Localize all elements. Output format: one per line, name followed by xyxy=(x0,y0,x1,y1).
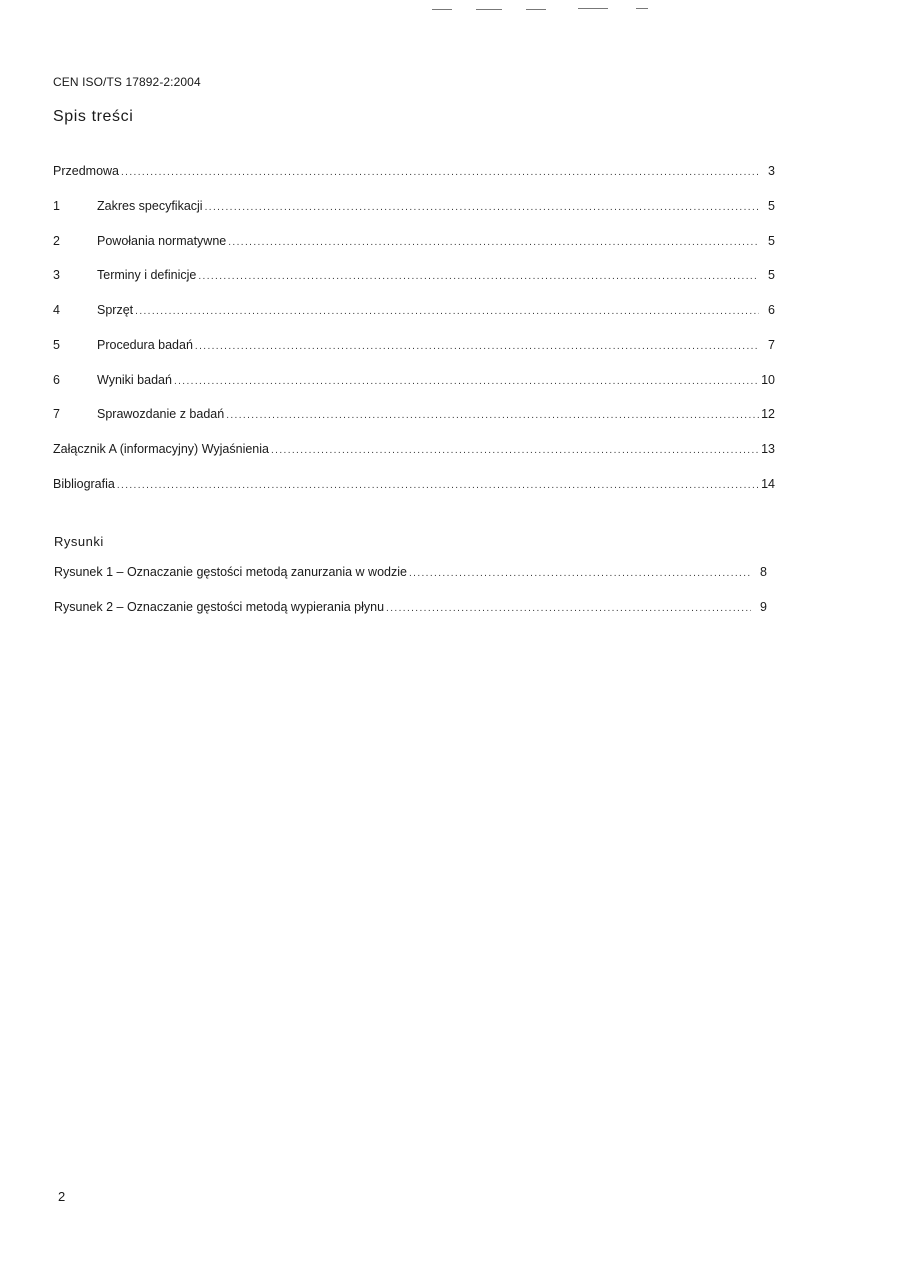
toc-entry-number: 2 xyxy=(53,233,60,248)
toc-entry-number: 3 xyxy=(53,268,60,283)
annex-title: Wyjaśnienia xyxy=(201,442,269,456)
toc-entry-annex-a[interactable] xyxy=(53,442,775,477)
scan-artifact xyxy=(526,9,546,10)
toc-entry-number: 6 xyxy=(53,372,60,387)
document-code: CEN ISO/TS 17892-2:2004 xyxy=(53,75,201,89)
leader-dots xyxy=(271,445,759,456)
toc-entry-2[interactable] xyxy=(53,234,775,269)
figure-entry-1[interactable] xyxy=(54,565,767,600)
toc-entry-page: 6 xyxy=(768,303,775,317)
page-title: Spis treści xyxy=(53,108,134,125)
toc-entry-number: 1 xyxy=(53,198,60,213)
leader-dots xyxy=(135,306,759,317)
toc-entry-page: 7 xyxy=(768,337,775,352)
table-of-contents xyxy=(53,164,775,512)
leader-dots xyxy=(195,341,759,352)
scan-artifact xyxy=(578,8,608,9)
scan-artifact xyxy=(432,9,452,10)
toc-entry-label: Powołania normatywne xyxy=(97,233,227,248)
annex-label: Załącznik A xyxy=(53,442,117,456)
leader-dots xyxy=(121,167,759,178)
toc-entry-label: Procedura badań xyxy=(97,337,193,352)
toc-entry-label: Terminy i definicje xyxy=(97,268,197,283)
toc-entry-page: 12 xyxy=(761,407,775,422)
toc-entry-page: 13 xyxy=(761,442,775,456)
leader-dots xyxy=(386,603,751,614)
toc-entry-bibliografia[interactable] xyxy=(53,477,775,512)
toc-entry-label xyxy=(53,442,269,456)
toc-entry-7[interactable] xyxy=(53,407,775,442)
toc-entry-4[interactable] xyxy=(53,303,775,338)
toc-entry-page: 3 xyxy=(768,164,775,178)
leader-dots xyxy=(226,410,759,421)
toc-entry-page: 5 xyxy=(768,268,775,283)
leader-dots xyxy=(198,271,759,282)
scan-artifact xyxy=(636,8,648,9)
toc-entry-5[interactable] xyxy=(53,338,775,373)
toc-entry-page: 10 xyxy=(761,372,775,387)
toc-entry-page: 5 xyxy=(768,233,775,248)
figure-entry-page: 9 xyxy=(760,599,767,614)
toc-entry-label: Sprzęt xyxy=(97,303,134,317)
list-of-figures xyxy=(54,565,767,635)
toc-entry-number: 4 xyxy=(53,303,60,317)
toc-entry-label: Przedmowa xyxy=(53,164,119,178)
figure-entry-label: Rysunek 1 – Oznaczanie gęstości metodą zanurzania w wodzie xyxy=(54,565,407,579)
toc-entry-page: 14 xyxy=(761,476,775,491)
leader-dots xyxy=(205,202,759,213)
toc-entry-label: Bibliografia xyxy=(53,476,115,491)
toc-entry-3[interactable] xyxy=(53,268,775,303)
figure-entry-label: Rysunek 2 – Oznaczanie gęstości metodą wypierania płynu xyxy=(54,599,385,614)
figures-heading: Rysunki xyxy=(54,534,104,549)
toc-entry-page: 5 xyxy=(768,198,775,213)
leader-dots xyxy=(409,568,751,579)
toc-entry-label: Zakres specyfikacji xyxy=(97,198,203,213)
toc-entry-label: Sprawozdanie z badań xyxy=(97,407,225,422)
figure-entry-2[interactable] xyxy=(54,600,767,635)
leader-dots xyxy=(228,237,759,248)
page-number: 2 xyxy=(58,1189,66,1204)
leader-dots xyxy=(117,480,759,491)
toc-entry-number: 5 xyxy=(53,337,60,352)
toc-entry-1[interactable] xyxy=(53,199,775,234)
annex-type: (informacyjny) xyxy=(119,442,199,456)
toc-entry-label: Wyniki badań xyxy=(97,372,172,387)
leader-dots xyxy=(174,376,759,387)
toc-entry-6[interactable] xyxy=(53,373,775,408)
toc-entry-przedmowa[interactable] xyxy=(53,164,775,199)
figure-entry-page: 8 xyxy=(760,565,767,579)
scan-artifact xyxy=(476,9,502,10)
toc-entry-number: 7 xyxy=(53,407,60,422)
